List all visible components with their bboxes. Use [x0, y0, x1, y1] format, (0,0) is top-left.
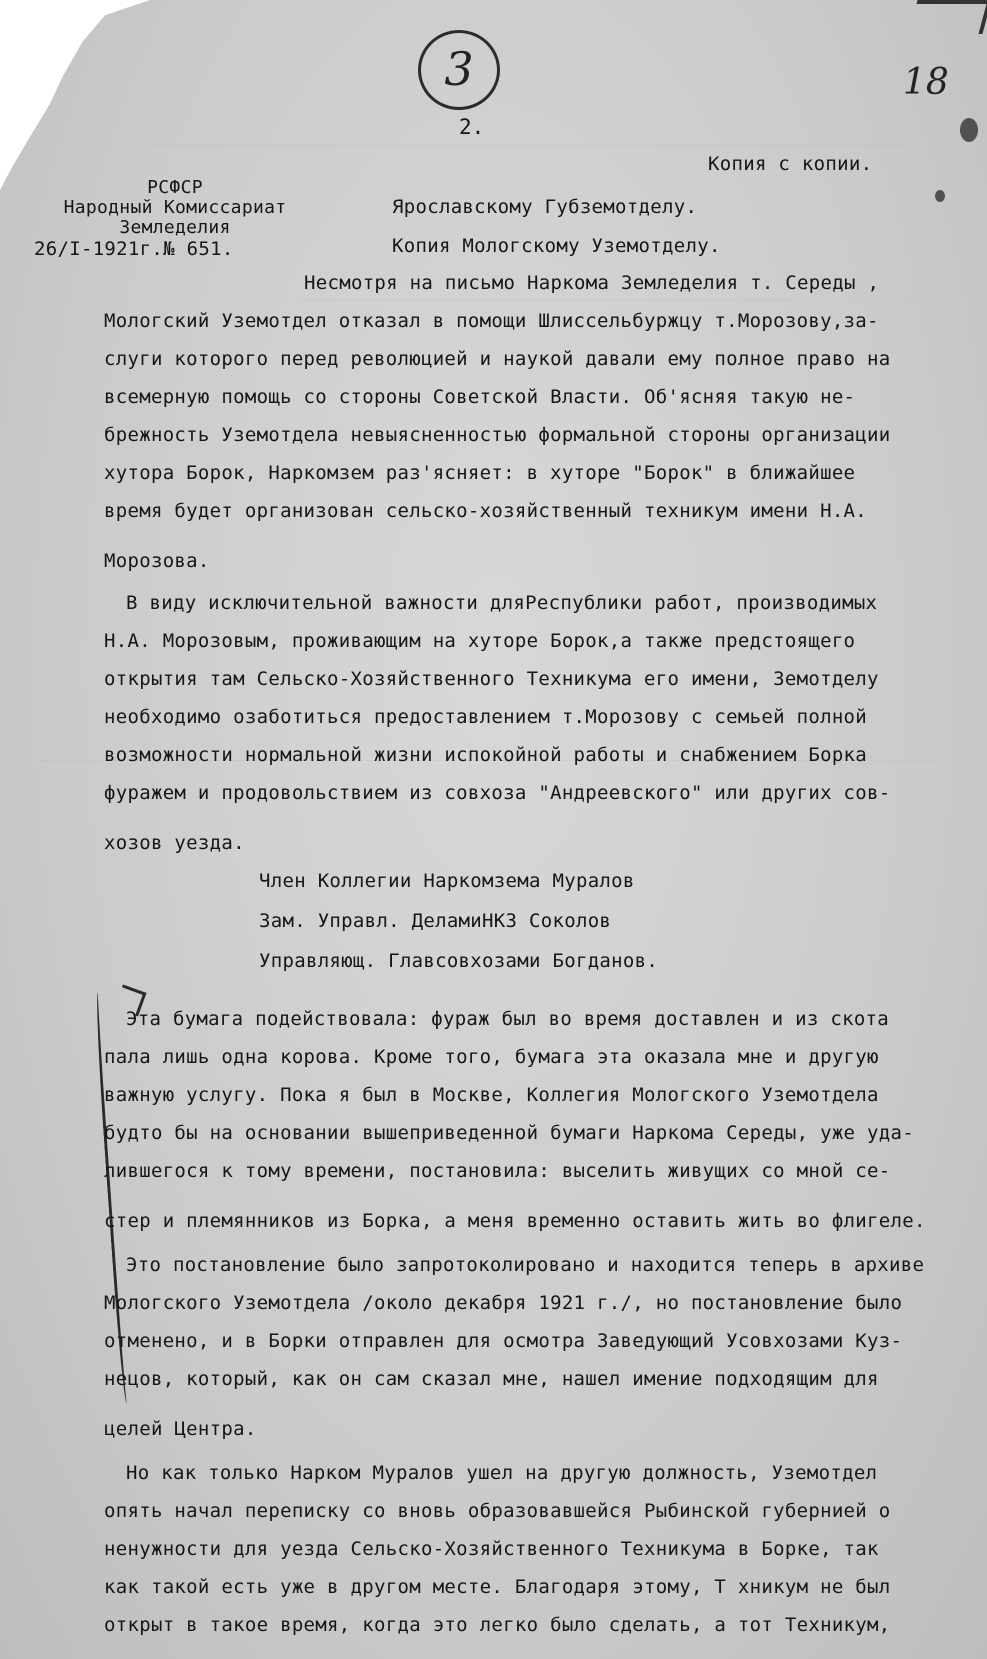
archive-stamp-number: 3	[418, 30, 500, 110]
corner-pen-mark	[908, 0, 987, 34]
text-line: брежность Уземотдела невыясненностью формальной стороны организации	[104, 424, 891, 446]
org-line: РСФСР	[147, 177, 203, 198]
text-line: В виду исключительной важности дляРеспублики работ, производимых	[126, 592, 878, 614]
text-line: возможности нормальной жизни испокойной работы и снабжением Борка	[104, 744, 868, 766]
text-line: целей Центра.	[104, 1418, 257, 1440]
signature-line: Член Коллегии Наркомзема Муралов	[259, 870, 635, 892]
text-line: всемерную помощь со стороны Советской Власти. Об'ясняя такую не-	[104, 386, 856, 408]
date-and-number: 26/I-1921г.№ 651.	[34, 238, 234, 260]
text-line: фуражем и продовольствием из совхоза "Андреевского" или других сов-	[104, 782, 891, 804]
org-line: Народный Комиссариат	[63, 197, 287, 218]
text-line: Эта бумага подействовала: фураж был во время доставлен и из скота	[126, 1008, 890, 1030]
org-line: Земледелия	[119, 217, 231, 238]
text-line: слуги которого перед революцией и наукой давали ему полное право на	[104, 348, 891, 370]
text-line: время будет организован сельско-хозяйственный техникум имени Н.А.	[104, 500, 868, 522]
torn-corner	[0, 0, 150, 190]
text-line: ненужности для уезда Сельско-Хозяйственного Техникума в Борке, так	[104, 1538, 879, 1560]
text-line: как такой есть уже в другом месте. Благодаря этому, Т хникум не был	[104, 1576, 891, 1598]
text-line: хозов уезда.	[104, 832, 245, 854]
copy-note: Копия с копии.	[708, 153, 873, 175]
ink-blot	[960, 118, 978, 142]
text-line: опять начал переписку со вновь образовавшейся Рыбинской губернией о	[104, 1500, 891, 1522]
text-line: Несмотря на письмо Наркома Земледелия т. Середы ,	[304, 272, 880, 294]
signature-line: Зам. Управл. ДеламиНКЗ Соколов	[259, 910, 612, 932]
text-line: пала лишь одна корова. Кроме того, бумага эта оказала мне и другую	[104, 1046, 879, 1068]
text-line: нецов, который, как он сам сказал мне, нашел имение подходящим для	[104, 1368, 879, 1390]
text-line: отменено, и в Борки отправлен для осмотра Заведующий Усовхозами Куз-	[104, 1330, 903, 1352]
signature-line: Управляющ. Главсовхозами Богданов.	[259, 950, 659, 972]
text-line: важную услугу. Пока я был в Москве, Коллегия Мологского Уземотдела	[104, 1084, 879, 1106]
text-line: Это постановление было запротоколировано и находится теперь в архиве	[126, 1254, 925, 1276]
text-line: будто бы на основании вышеприведенной бумаги Наркома Середы, уже уда-	[104, 1122, 914, 1144]
text-line: Мологский Уземотдел отказал в помощи Шлиссельбуржцу т.Морозову,за-	[104, 310, 879, 332]
text-line: открыт в такое время, когда это легко было сделать, а тот Техникум,	[104, 1614, 891, 1636]
text-line: Мологского Уземотдела /около декабря 1921 г./, но постановление было	[104, 1292, 903, 1314]
text-line: лившегося к тому времени, постановила: выселить живущих со мной се-	[104, 1160, 891, 1182]
ink-blot	[935, 190, 945, 202]
text-line: открытия там Сельско-Хозяйственного Техникума его имени, Земотделу	[104, 668, 879, 690]
text-line: Н.А. Морозовым, проживающим на хуторе Борок,а также предстоящего	[104, 630, 856, 652]
addressee: Ярославскому Губземотделу.	[392, 196, 698, 218]
text-line: необходимо озаботиться предоставлением т.Морозову с семьей полной	[104, 706, 868, 728]
org-header	[40, 178, 310, 238]
text-line: Морозова.	[104, 550, 210, 572]
text-line: Но как только Нарком Муралов ушел на другую должность, Уземотдел	[126, 1462, 878, 1484]
folio-number: 18	[903, 62, 949, 103]
page-number: 2.	[459, 115, 485, 139]
text-line: хутора Борок, Наркомзем раз'ясняет: в хуторе "Борок" в ближайшее	[104, 462, 856, 484]
addressee-copy: Копия Мологскому Уземотделу.	[392, 235, 721, 257]
text-line: стер и племянников из Борка, а меня временно оставить жить во флигеле.	[104, 1210, 926, 1232]
